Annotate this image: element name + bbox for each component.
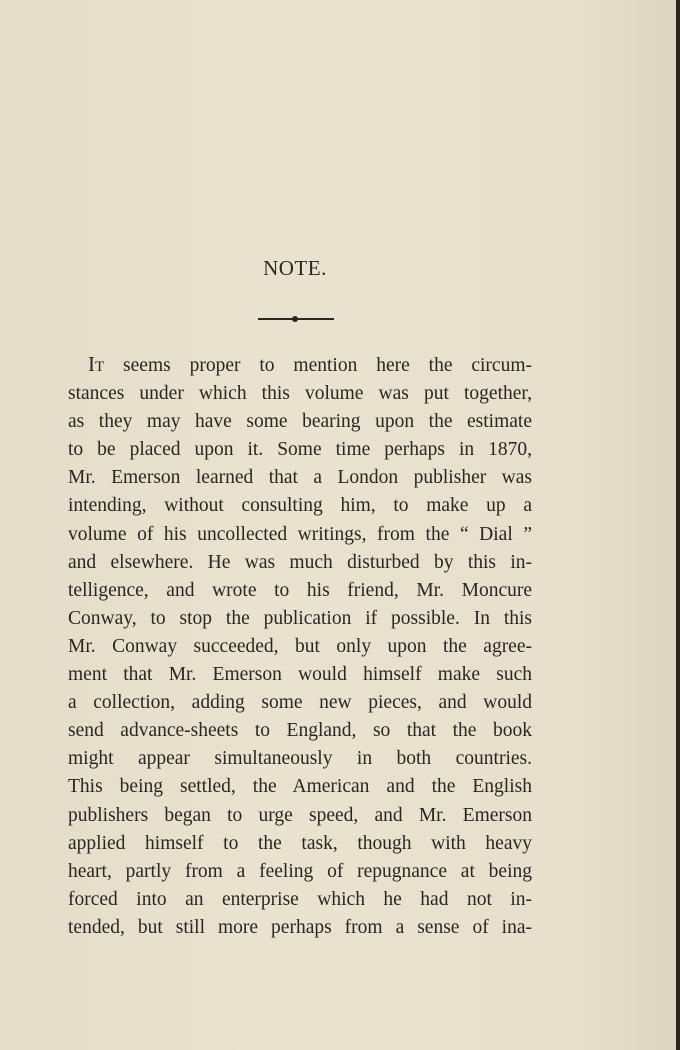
text-line: This being settled, the American and the English	[68, 776, 532, 798]
dropcap-word: It	[88, 352, 105, 376]
text-line: send advance-sheets to England, so that the book	[68, 720, 532, 742]
text-line: applied himself to the task, though with heavy	[68, 832, 532, 854]
page-edge	[676, 0, 680, 1050]
heading-text: NOTE.	[263, 256, 327, 280]
text-line: Mr. Emerson learned that a London publisher was	[68, 467, 532, 489]
page-title	[0, 256, 590, 281]
text-line: forced into an enterprise which he had not in-	[68, 888, 532, 910]
text-line: publishers began to urge speed, and Mr. Emerson	[68, 804, 532, 826]
ornament-rule	[258, 316, 334, 322]
text-line: tended, but still more perhaps from a sense of ina-	[68, 916, 532, 938]
text-line: intending, without consulting him, to make up a	[68, 495, 532, 517]
text-line: and elsewhere. He was much disturbed by this in-	[68, 551, 532, 573]
text-line: It seems proper to mention here the circum-	[88, 352, 532, 376]
text-line: volume of his uncollected writings, from the “ Dial ”	[68, 523, 532, 545]
text-line: to be placed upon it. Some time perhaps in 1870,	[68, 439, 532, 461]
text-line: stances under which this volume was put together,	[68, 383, 532, 405]
ornament-dot	[292, 316, 298, 322]
text-line: a collection, adding some new pieces, and would	[68, 692, 532, 714]
text-line: telligence, and wrote to his friend, Mr. Moncure	[68, 579, 532, 601]
text-line: Mr. Conway succeeded, but only upon the agree-	[68, 635, 532, 657]
text-line: heart, partly from a feeling of repugnance at being	[68, 860, 532, 882]
text-line: as they may have some bearing upon the estimate	[68, 411, 532, 433]
note-paragraph	[68, 350, 532, 942]
text-line: Conway, to stop the publication if possible. In this	[68, 607, 532, 629]
text-line: might appear simultaneously in both countries.	[68, 748, 532, 770]
text-line: ment that Mr. Emerson would himself make such	[68, 664, 532, 686]
